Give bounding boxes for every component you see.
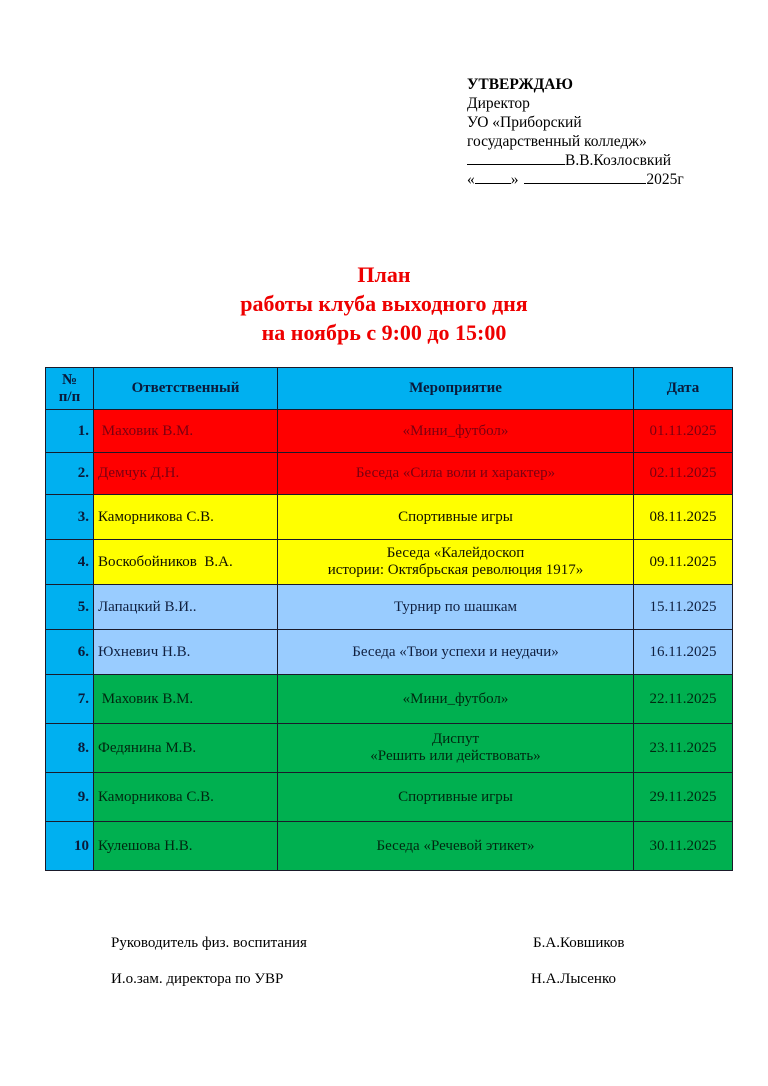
responsible-cell: Кулешова Н.В. xyxy=(94,822,278,871)
responsible-cell: Воскобойников В.А. xyxy=(94,540,278,585)
approval-org-line1: УО «Приборский xyxy=(467,114,582,131)
title-line3: на ноябрь с 9:00 до 15:00 xyxy=(261,320,507,345)
event-cell xyxy=(278,822,634,871)
approval-heading: УТВЕРЖДАЮ xyxy=(467,76,573,93)
date-cell: 23.11.2025 xyxy=(634,724,733,773)
event-cell xyxy=(278,724,634,773)
event-line1: Беседа «Твои успехи и неудачи» xyxy=(352,643,559,660)
event-cell xyxy=(278,410,634,453)
row-number: 8. xyxy=(46,724,94,773)
approval-block xyxy=(467,75,684,189)
responsible-cell: Юхневич Н.В. xyxy=(94,630,278,675)
event-cell xyxy=(278,675,634,724)
table-row xyxy=(46,453,733,495)
approval-position: Директор xyxy=(467,95,530,112)
responsible-cell: Каморникова С.В. xyxy=(94,495,278,540)
date-cell: 09.11.2025 xyxy=(634,540,733,585)
event-line1: Турнир по шашкам xyxy=(394,598,517,615)
page-title xyxy=(0,260,768,347)
approval-org-line2: государственный колледж» xyxy=(467,133,647,150)
table-row xyxy=(46,822,733,871)
signature-name-1: Б.А.Ковшиков xyxy=(533,935,625,951)
table-header-row xyxy=(46,368,733,410)
approval-signer-line xyxy=(467,151,684,170)
responsible-cell: Каморникова С.В. xyxy=(94,773,278,822)
date-cell: 29.11.2025 xyxy=(634,773,733,822)
header-num-line2: п/п xyxy=(58,388,81,405)
title-line1: План xyxy=(357,262,411,287)
event-line1: Спортивные игры xyxy=(398,508,513,525)
row-number: 4. xyxy=(46,540,94,585)
row-number: 5. xyxy=(46,585,94,630)
approval-year: 2025г xyxy=(646,171,684,188)
table-row xyxy=(46,495,733,540)
row-number: 6. xyxy=(46,630,94,675)
day-blank xyxy=(475,170,511,184)
event-line1: Диспут xyxy=(432,731,479,747)
event-line1: Беседа «Речевой этикет» xyxy=(376,837,535,854)
date-cell: 01.11.2025 xyxy=(634,410,733,453)
row-number: 3. xyxy=(46,495,94,540)
signature-role-1: Руководитель физ. воспитания xyxy=(111,935,307,951)
event-line2: истории: Октябрьская революция 1917» xyxy=(327,562,584,578)
event-line1: Беседа «Калейдоскоп xyxy=(386,545,525,561)
signature-role-2: И.о.зам. директора по УВР xyxy=(111,971,284,987)
row-number: 10 xyxy=(46,822,94,871)
approval-date-line xyxy=(467,170,684,189)
table-row xyxy=(46,540,733,585)
event-line1: Беседа «Сила воли и характер» xyxy=(355,465,556,481)
approval-signer: В.В.Козлосвкий xyxy=(565,152,672,169)
event-cell xyxy=(278,540,634,585)
signature-blank xyxy=(467,151,565,165)
event-cell xyxy=(278,453,634,495)
event-line1: Спортивные игры xyxy=(398,788,513,805)
table-row xyxy=(46,585,733,630)
signature-name-2: Н.А.Лысенко xyxy=(531,971,616,987)
responsible-cell: Маховик В.М. xyxy=(94,675,278,724)
header-num-line1: № xyxy=(61,371,78,388)
event-line1: «Мини_футбол» xyxy=(402,690,509,707)
responsible-cell: Маховик В.М. xyxy=(94,410,278,453)
date-cell: 15.11.2025 xyxy=(634,585,733,630)
month-blank xyxy=(524,170,646,184)
responsible-cell: Демчук Д.Н. xyxy=(94,453,278,495)
header-responsible: Ответственный xyxy=(94,368,278,410)
row-number: 9. xyxy=(46,773,94,822)
table-row xyxy=(46,724,733,773)
date-cell: 02.11.2025 xyxy=(634,453,733,495)
event-cell xyxy=(278,630,634,675)
date-cell: 22.11.2025 xyxy=(634,675,733,724)
event-cell xyxy=(278,495,634,540)
row-number: 1. xyxy=(46,410,94,453)
table-row xyxy=(46,675,733,724)
row-number: 2. xyxy=(46,453,94,495)
date-cell: 08.11.2025 xyxy=(634,495,733,540)
event-line2: «Решить или действовать» xyxy=(370,748,541,764)
table-row xyxy=(46,773,733,822)
date-cell: 30.11.2025 xyxy=(634,822,733,871)
table-row xyxy=(46,630,733,675)
responsible-cell: Лапацкий В.И.. xyxy=(94,585,278,630)
row-number: 7. xyxy=(46,675,94,724)
table-row xyxy=(46,410,733,453)
header-num xyxy=(46,368,94,410)
event-cell xyxy=(278,585,634,630)
plan-table xyxy=(45,367,733,871)
date-cell: 16.11.2025 xyxy=(634,630,733,675)
close-quote: » xyxy=(510,171,519,188)
event-cell xyxy=(278,773,634,822)
open-quote: « xyxy=(467,171,475,188)
header-date: Дата xyxy=(634,368,733,410)
responsible-cell: Федянина М.В. xyxy=(94,724,278,773)
event-line1: «Мини_футбол» xyxy=(402,422,509,439)
header-event: Мероприятие xyxy=(278,368,634,410)
title-line2: работы клуба выходного дня xyxy=(240,291,528,316)
